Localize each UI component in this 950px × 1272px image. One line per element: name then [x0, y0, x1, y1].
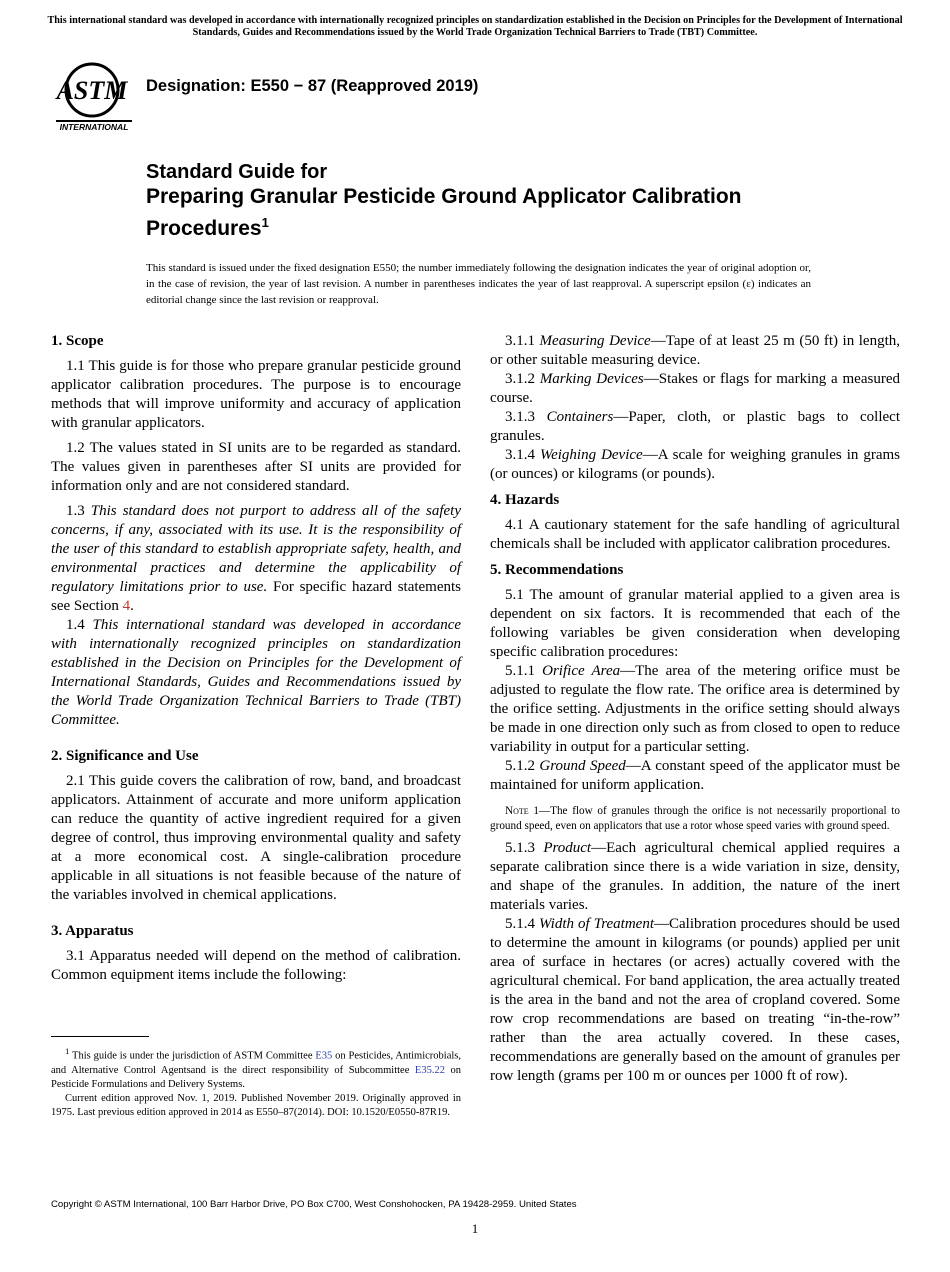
term: Orifice Area: [542, 663, 621, 679]
paragraph-3-1-2: [490, 370, 900, 408]
term: Marking Devices: [539, 371, 644, 387]
paragraph-5-1-4: [490, 915, 900, 1086]
paragraph-2-1: 2.1 This guide covers the calibration of row, band, and broadcast applicators. Attainment of accurate and more uniform application can reduce the quantity of active ingredient required for a given degree of control, thus improving environmental quality and safety at a more economical cost. A single-calibration procedure applicable in all situations is not feasible because of the nature of the variables involved in chemical applications.: [51, 773, 461, 903]
paragraph-number: 3.1.3: [505, 409, 535, 425]
paragraph-number: 1.3: [66, 503, 85, 519]
safety-caveat: This standard does not purport to address all of the safety concerns, if any, associated with its use. It is the responsibility of the user of this standard to establish appropriate safety, health, and environmental practices and determine the applicability of regulatory limitations prior to use.: [51, 503, 461, 595]
definition: —Stakes or flags for marking a measured course.: [490, 371, 900, 406]
right-column: [490, 332, 900, 1086]
paragraph-1-1: 1.1 This guide is for those who prepare granular pesticide ground applicator calibration procedures. The purpose is to encourage methods that will improve uniformity and accuracy of application with granular applicators.: [51, 358, 461, 431]
left-column: [51, 332, 461, 985]
paragraph-number: 5.1.2: [505, 758, 535, 774]
definition: —Tape of at least 25 m (50 ft) in length, or other suitable measuring device.: [490, 333, 900, 368]
section-4-link[interactable]: 4: [122, 598, 131, 614]
paragraph-number: 5.1.3: [505, 840, 535, 856]
note-text: —The flow of granules through the orifice is not necessarily proportional to ground speed, even on applicators that use a rotor whose speed varies with ground speed.: [490, 805, 900, 832]
logo-subtext: INTERNATIONAL: [59, 122, 129, 132]
paragraph-5-1-2: [490, 757, 900, 795]
hazard-reference-text: For specific hazard statements see Section: [51, 579, 462, 614]
wto-statement: This international standard was developed in accordance with internationally recognized principles on standardization established in the Decision on Principles for the Development of International Standards, Guides and Recommendations issued by the World Trade Organization Technical Barriers to Trade (TBT) Committee.: [51, 617, 462, 728]
title-line-1: Standard Guide for: [146, 161, 328, 183]
note-label: Note 1: [505, 805, 539, 817]
paragraph-3-1-3: [490, 408, 900, 446]
top-notice: This international standard was developed in accordance with internationally recognized principles on standardization established in the Decision on Principles for the Development of International Standards, Guides and Recommendations issued by the World Trade Organization Technical Barriers to Trade (TBT) Committee.: [47, 15, 903, 38]
title-footnote-mark: 1: [261, 215, 269, 230]
designation: Designation: E550 − 87 (Reapproved 2019): [146, 77, 479, 95]
document-title: [146, 160, 846, 242]
term: Weighing Device: [539, 447, 643, 463]
paragraph-number: 3.1.1: [505, 333, 535, 349]
footnote-rule: [51, 1036, 149, 1037]
paragraph-1-3: 1.3 This standard does not purport to address all of the safety concerns, if any, associated with its use. It is the responsibility of the user of this standard to establish appropriate safety, health, and environmental practices and determine the applicability of regulatory limitations prior to use. For specific hazard statements see Section 4.: [51, 503, 462, 614]
definition: —Each agricultural chemical applied requires a separate calibration since there is a wide variation in size, density, and shape of the granules. In addition, the nature of the inert materials varies.: [490, 840, 900, 913]
footnote-1: [51, 1044, 461, 1092]
paragraph-5-1-1: [490, 662, 900, 757]
term: Product: [543, 840, 592, 856]
term: Width of Treatment: [539, 916, 654, 932]
definition: —Calibration procedures should be used to determine the amount in kilograms (or pounds) applied per unit area of surface in hectares (or acres) actually covered with the agricultural chemical. For band application, the area actually treated is the area in the band and not the area of cropland covered. Some row crop recommendations are based on treating “in-the-row” rather than the area actually covered. In these cases, recommendations are generally based on the amount of granules per row length (grams per 100 m or ounces per 1000 ft of row).: [490, 916, 900, 1084]
paragraph-3-1-4: [490, 446, 900, 484]
definition: —A constant speed of the applicator must be maintained for uniform application.: [490, 758, 900, 793]
definition: —The area of the metering orifice must be adjusted to regulate the flow rate. The orifice area is determined by the orifice setting. Adjustments in the orifice setting should always be made in one direction only such as from closed to open to reduce variability in output for a particular setting.: [490, 663, 900, 755]
footnote-edition: Current edition approved Nov. 1, 2019. Published November 2019. Originally approved in 1975. Last previous edition approved in 2014 as E550–87(2014). DOI: 10.1520/E0550-87R19.: [51, 1092, 461, 1118]
paragraph-number: 3.1.4: [505, 447, 535, 463]
definition: —A scale for weighing granules in grams (or ounces) or kilograms (or pounds).: [490, 447, 900, 482]
paragraph-number: 3.1.2: [505, 371, 535, 387]
astm-logo: [52, 56, 136, 134]
footnote-text: on Pesticide Formulations and Delivery Systems.: [51, 1064, 462, 1090]
section-heading-apparatus: 3. Apparatus: [51, 923, 134, 939]
term: Ground Speed: [539, 758, 626, 774]
footnote-text: This guide is under the jurisdiction of ASTM Committee: [72, 1050, 313, 1062]
paragraph-1-2: 1.2 The values stated in SI units are to be regarded as standard. The values given in parentheses after SI units are provided for information only and are not considered standard.: [51, 440, 461, 494]
section-heading-scope: 1. Scope: [51, 333, 104, 349]
paragraph-number: 1.4: [66, 617, 85, 633]
note-1: [490, 804, 900, 833]
section-heading-significance: 2. Significance and Use: [51, 748, 199, 764]
committee-e35-link[interactable]: E35: [315, 1050, 333, 1062]
term: Containers: [546, 409, 614, 425]
section-heading-recommendations: 5. Recommendations: [490, 562, 624, 578]
section-heading-hazards: 4. Hazards: [490, 492, 560, 508]
paragraph-4-1: 4.1 A cautionary statement for the safe handling of agricultural chemicals shall be included with applicator calibration procedures.: [490, 517, 900, 552]
title-line-2: Preparing Granular Pesticide Ground Applicator Calibration Procedures: [146, 185, 742, 240]
paragraph-1-4: [51, 616, 461, 730]
term: Measuring Device: [539, 333, 651, 349]
paragraph-5-1-3: [490, 839, 900, 915]
subcommittee-e35-22-link[interactable]: E35.22: [414, 1064, 445, 1076]
paragraph-number: 5.1.1: [505, 663, 535, 679]
copyright: Copyright © ASTM International, 100 Barr Harbor Drive, PO Box C700, West Conshohocken, PA 19428-2959. United States: [51, 1199, 577, 1210]
issued-note: This standard is issued under the fixed designation E550; the number immediately following the designation indicates the year of original adoption or, in the case of revision, the year of last revision. A number in parentheses indicates the year of last reapproval. A superscript epsilon (ε) indicates an editorial change since the last revision or reapproval.: [146, 262, 811, 306]
footnote-text: on Pesticides, Antimicrobials, and Alternative Control Agentsand is the direct responsibility of Subcommittee: [51, 1050, 461, 1076]
page-number: 1: [471, 1221, 479, 1236]
footnotes: [51, 1044, 461, 1120]
paragraph-5-1: 5.1 The amount of granular material applied to a given area is dependent on six factors. It is recommended that each of the following variables be given consideration when developing specific calibration procedures:: [490, 587, 900, 660]
paragraph-3-1: 3.1 Apparatus needed will depend on the method of calibration. Common equipment items include the following:: [51, 948, 461, 983]
logo-text: ASTM: [56, 76, 128, 105]
definition: —Paper, cloth, or plastic bags to collect granules.: [490, 409, 900, 444]
paragraph-3-1-1: [490, 332, 900, 370]
footnote-mark: 1: [65, 1046, 70, 1056]
paragraph-number: 5.1.4: [505, 916, 535, 932]
